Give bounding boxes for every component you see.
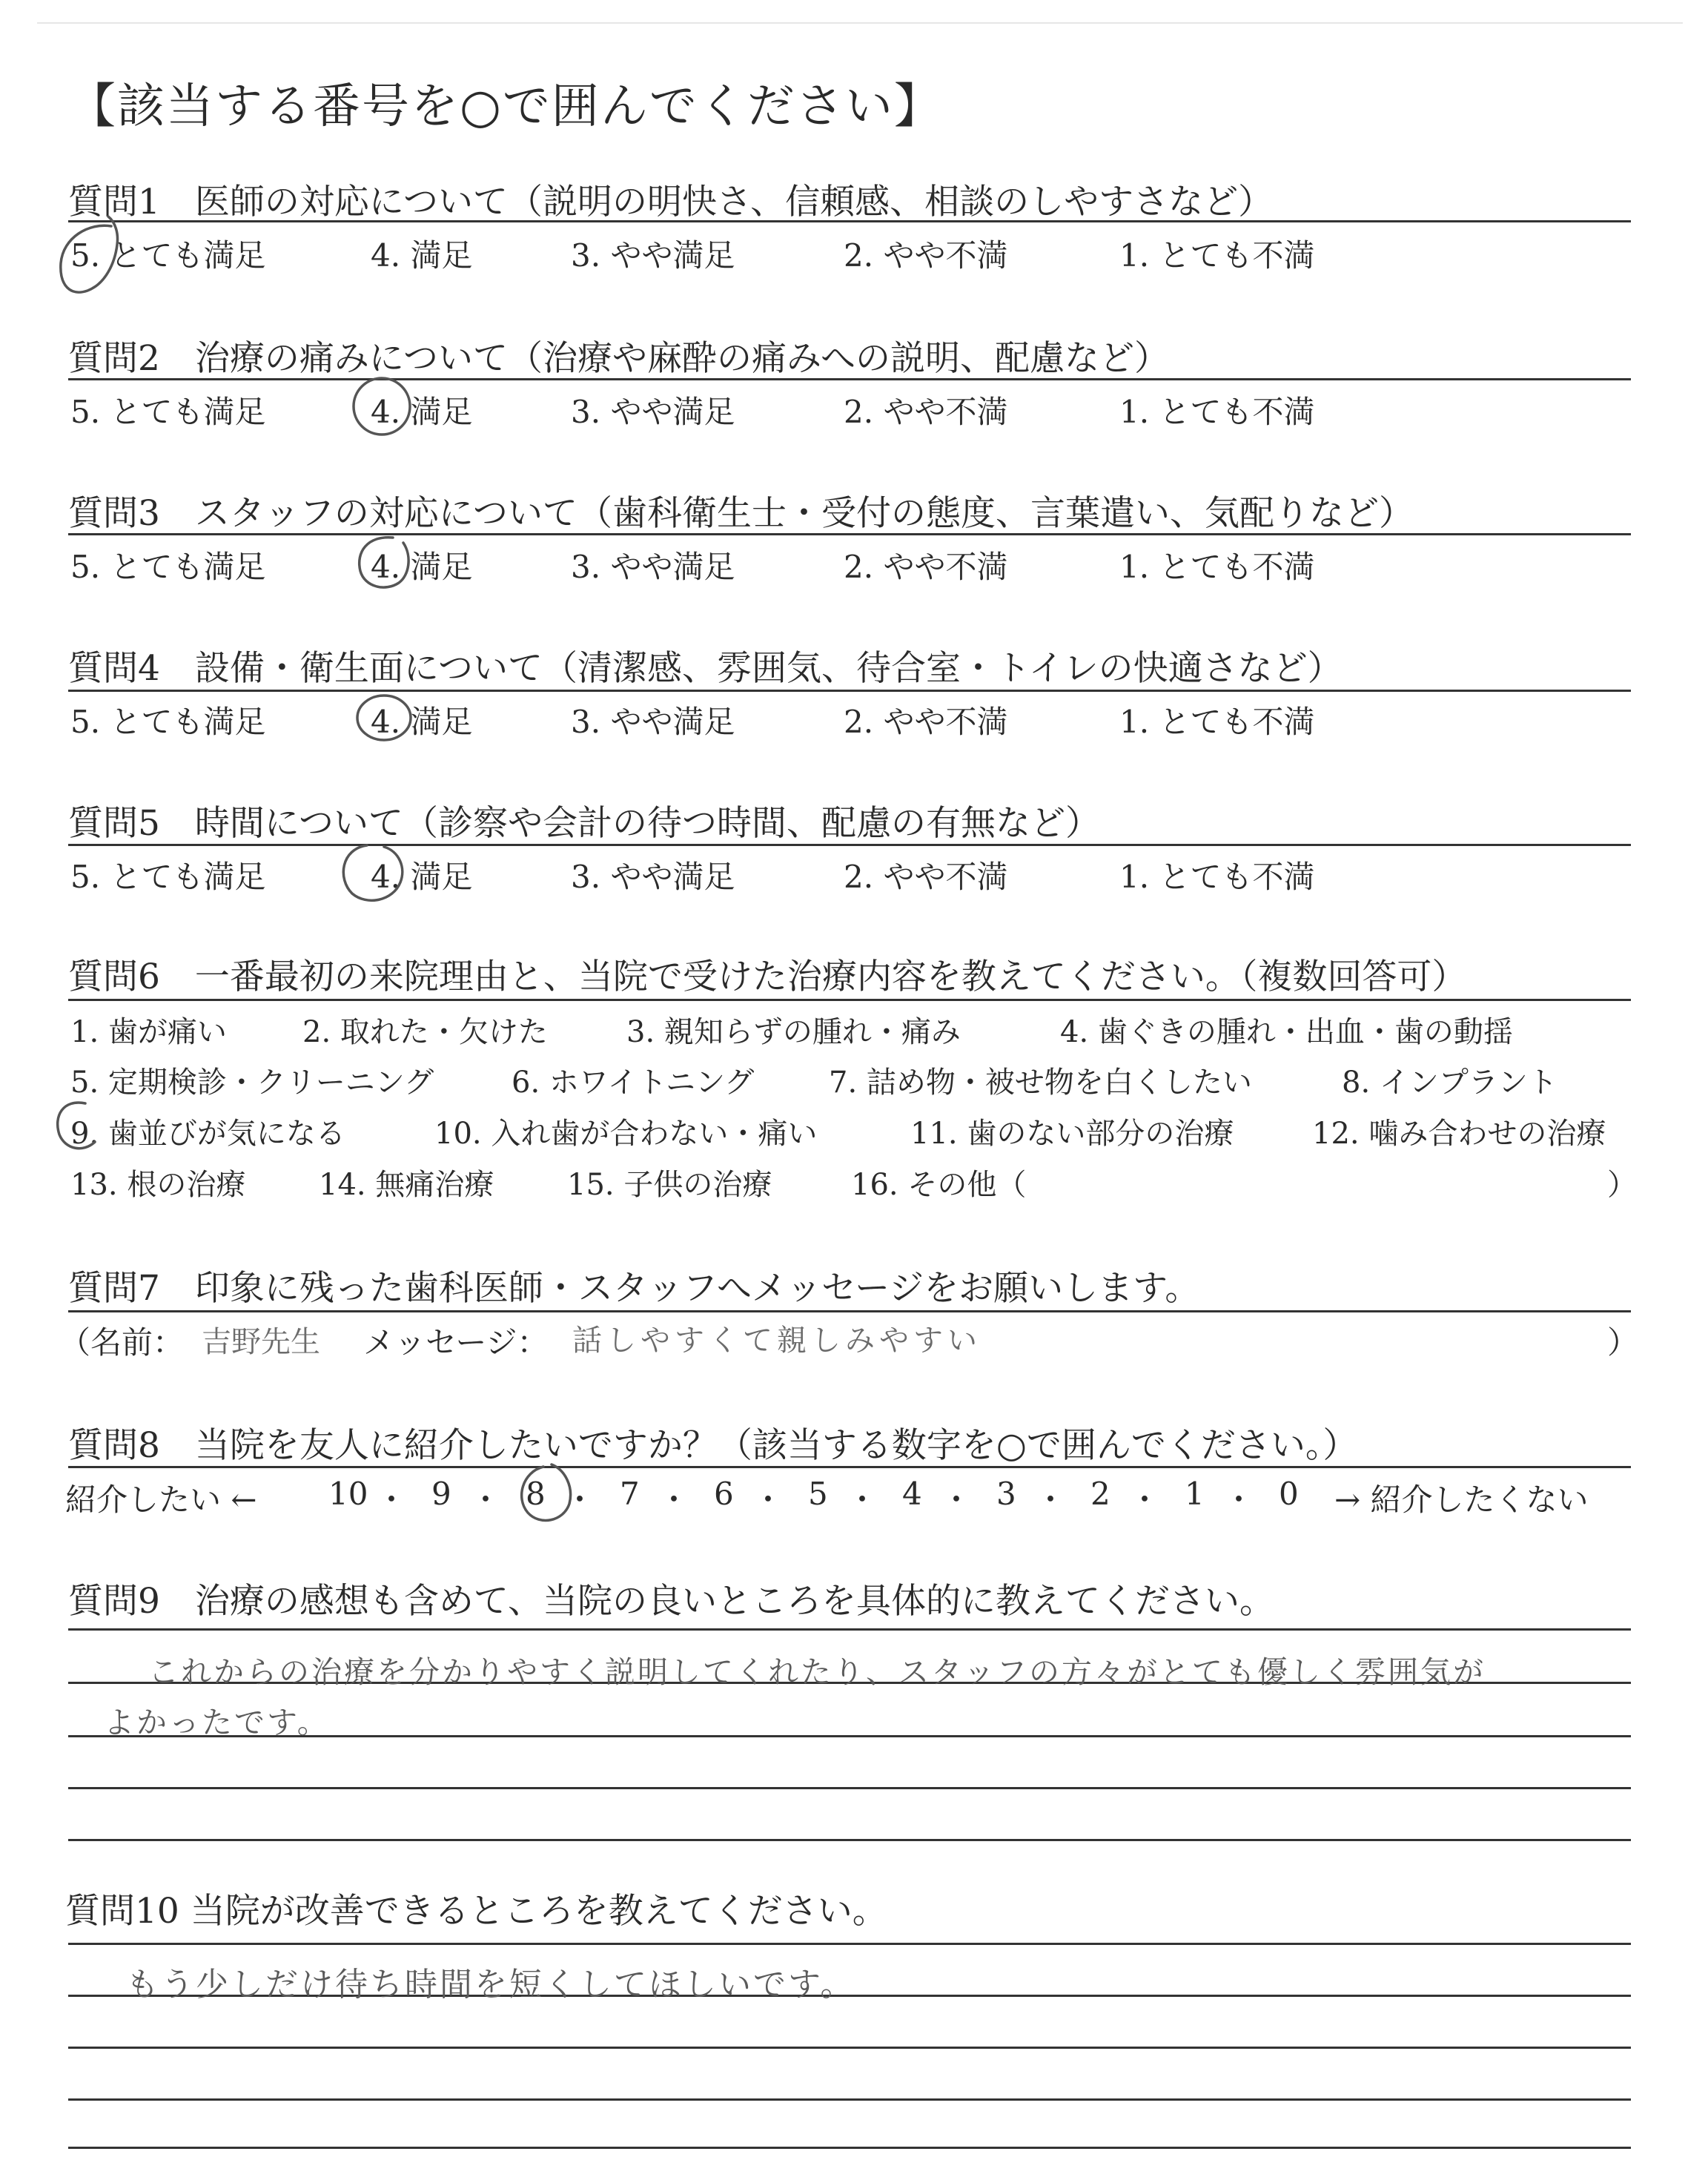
q6-option-1[interactable]: 1. 歯が痛い bbox=[70, 1015, 227, 1049]
q9-rule-3 bbox=[68, 1787, 1631, 1789]
q8-scale-separator: ・ bbox=[470, 1482, 502, 1518]
q8-scale-3[interactable]: 3 bbox=[996, 1476, 1016, 1512]
q9-heading: 質問9 治療の感想も含めて、当院の良いところを具体的に教えてください。 bbox=[68, 1581, 1274, 1622]
q3-rule bbox=[68, 533, 1631, 535]
q6-option-9[interactable]: 9. 歯並びが気になる bbox=[70, 1117, 345, 1151]
q6-option-3[interactable]: 3. 親知らずの腫れ・痛み bbox=[626, 1015, 961, 1049]
q7-name-label: （名前： bbox=[59, 1324, 185, 1361]
q4-opt-4[interactable]: 4. 満足 bbox=[371, 704, 473, 740]
q8-scale-4[interactable]: 4 bbox=[902, 1476, 922, 1512]
q10-rule-0 bbox=[68, 1943, 1631, 1945]
q8-scale-separator: ・ bbox=[564, 1482, 596, 1518]
q6-rule bbox=[68, 999, 1631, 1001]
q3-opt-3[interactable]: 3. やや満足 bbox=[571, 549, 735, 585]
q7-rule bbox=[68, 1310, 1631, 1312]
q8-scale-separator: ・ bbox=[1223, 1482, 1255, 1518]
q6-option-6[interactable]: 6. ホワイトニング bbox=[512, 1066, 755, 1100]
scan-edge bbox=[37, 22, 1683, 24]
q9-rule-0 bbox=[68, 1628, 1631, 1631]
page-title: 【該当する番号を○で囲んでください】 bbox=[68, 79, 943, 134]
q3-opt-4[interactable]: 4. 満足 bbox=[371, 549, 473, 585]
q6-option-5[interactable]: 5. 定期検診・クリーニング bbox=[70, 1066, 434, 1100]
q7-name-value[interactable]: 吉野先生 bbox=[202, 1325, 320, 1359]
q9-answer-line-1[interactable]: これからの治療を分かりやすく説明してくれたり、スタッフの方々がとても優しく雰囲気が bbox=[148, 1654, 1486, 1690]
q1-opt-5[interactable]: 5. とても満足 bbox=[70, 237, 266, 274]
q8-scale-0[interactable]: 0 bbox=[1279, 1476, 1299, 1512]
q8-scale-separator: ・ bbox=[1129, 1482, 1161, 1518]
q1-opt-1[interactable]: 1. とても不満 bbox=[1119, 237, 1315, 274]
q5-heading: 質問5 時間について（診察や会計の待つ時間、配慮の有無など） bbox=[68, 803, 1100, 844]
q2-opt-5[interactable]: 5. とても満足 bbox=[70, 394, 266, 430]
q8-scale-9[interactable]: 9 bbox=[431, 1476, 451, 1512]
q5-opt-4[interactable]: 4. 満足 bbox=[371, 859, 473, 895]
q2-heading: 質問2 治療の痛みについて（治療や麻酔の痛みへの説明、配慮など） bbox=[68, 338, 1170, 379]
q6-option-4[interactable]: 4. 歯ぐきの腫れ・出血・歯の動揺 bbox=[1060, 1015, 1513, 1049]
q3-opt-1[interactable]: 1. とても不満 bbox=[1119, 549, 1315, 585]
q10-answer-line-1[interactable]: もう少しだけ待ち時間を短くしてほしいです。 bbox=[126, 1966, 855, 2004]
q4-opt-2[interactable]: 2. やや不満 bbox=[844, 704, 1008, 740]
q4-opt-3[interactable]: 3. やや満足 bbox=[571, 704, 735, 740]
q8-scale-separator: ・ bbox=[752, 1482, 784, 1518]
q8-heading: 質問8 当院を友人に紹介したいですか？（該当する数字を○で囲んでください。） bbox=[68, 1425, 1358, 1466]
q4-heading: 質問4 設備・衛生面について（清潔感、雰囲気、待合室・トイレの快適さなど） bbox=[68, 648, 1343, 689]
q8-scale-separator: ・ bbox=[941, 1482, 973, 1518]
q6-option-10[interactable]: 10. 入れ歯が合わない・痛い bbox=[434, 1117, 818, 1151]
q7-message-value[interactable]: 話しやすくて親しみやすい bbox=[572, 1324, 982, 1358]
q4-rule bbox=[68, 690, 1631, 692]
q6-option-16[interactable]: 16. その他（ bbox=[851, 1168, 1027, 1202]
q8-scale-separator: ・ bbox=[376, 1482, 408, 1518]
q5-opt-2[interactable]: 2. やや不満 bbox=[844, 859, 1008, 895]
q1-opt-3[interactable]: 3. やや満足 bbox=[571, 237, 735, 274]
q9-rule-4 bbox=[68, 1839, 1631, 1841]
q8-scale-6[interactable]: 6 bbox=[714, 1476, 734, 1512]
q8-rule bbox=[68, 1466, 1631, 1468]
q3-heading: 質問3 スタッフの対応について（歯科衛生士・受付の態度、言葉遣い、気配りなど） bbox=[68, 493, 1414, 534]
q8-scale-10[interactable]: 10 bbox=[328, 1476, 368, 1512]
q10-heading: 質問10 当院が改善できるところを教えてください。 bbox=[65, 1891, 887, 1932]
q8-scale-separator: ・ bbox=[1035, 1482, 1067, 1518]
q10-rule-3 bbox=[68, 2098, 1631, 2101]
q4-opt-5[interactable]: 5. とても満足 bbox=[70, 704, 266, 740]
q1-heading: 質問1 医師の対応について（説明の明快さ、信頼感、相談のしやすさなど） bbox=[68, 182, 1274, 222]
q2-opt-4[interactable]: 4. 満足 bbox=[371, 394, 473, 430]
q7-close: ） bbox=[1607, 1324, 1639, 1361]
q5-opt-3[interactable]: 3. やや満足 bbox=[571, 859, 735, 895]
q1-opt-2[interactable]: 2. やや不満 bbox=[844, 237, 1008, 274]
q5-opt-1[interactable]: 1. とても不満 bbox=[1119, 859, 1315, 895]
q8-scale-2[interactable]: 2 bbox=[1090, 1476, 1110, 1512]
q6-option-15[interactable]: 15. 子供の治療 bbox=[567, 1168, 772, 1202]
q5-opt-5[interactable]: 5. とても満足 bbox=[70, 859, 266, 895]
q10-rule-2 bbox=[68, 2047, 1631, 2049]
q6-option-14[interactable]: 14. 無痛治療 bbox=[319, 1168, 494, 1202]
q8-right-label: → 紹介したくない bbox=[1334, 1482, 1589, 1518]
q8-scale-7[interactable]: 7 bbox=[620, 1476, 640, 1512]
q7-message-label: メッセージ： bbox=[363, 1324, 549, 1361]
q7-heading: 質問7 印象に残った歯科医師・スタッフへメッセージをお願いします。 bbox=[68, 1268, 1200, 1309]
q6-option-13[interactable]: 13. 根の治療 bbox=[70, 1168, 246, 1202]
q9-answer-line-2[interactable]: よかったです。 bbox=[104, 1705, 330, 1740]
q6-option-11[interactable]: 11. 歯のない部分の治療 bbox=[910, 1117, 1234, 1151]
q6-option-7[interactable]: 7. 詰め物・被せ物を白くしたい bbox=[829, 1066, 1252, 1100]
q8-scale-separator: ・ bbox=[847, 1482, 878, 1518]
q10-rule-4 bbox=[68, 2147, 1631, 2149]
q2-rule bbox=[68, 378, 1631, 380]
q1-rule bbox=[68, 220, 1631, 222]
q6-option-2[interactable]: 2. 取れた・欠けた bbox=[302, 1015, 548, 1049]
q1-opt-4[interactable]: 4. 満足 bbox=[371, 237, 473, 274]
q2-opt-2[interactable]: 2. やや不満 bbox=[844, 394, 1008, 430]
q6-heading: 質問6 一番最初の来院理由と、当院で受けた治療内容を教えてください。（複数回答可） bbox=[68, 957, 1467, 997]
q6-other-close: ） bbox=[1607, 1168, 1637, 1202]
q8-scale-8[interactable]: 8 bbox=[526, 1476, 546, 1512]
q8-left-label: 紹介したい ← bbox=[65, 1482, 257, 1518]
q8-scale-separator: ・ bbox=[658, 1482, 690, 1518]
q8-scale-5[interactable]: 5 bbox=[808, 1476, 828, 1512]
q8-scale-1[interactable]: 1 bbox=[1185, 1476, 1205, 1512]
q3-opt-2[interactable]: 2. やや不満 bbox=[844, 549, 1008, 585]
q4-opt-1[interactable]: 1. とても不満 bbox=[1119, 704, 1315, 740]
q2-opt-3[interactable]: 3. やや満足 bbox=[571, 394, 735, 430]
q5-rule bbox=[68, 844, 1631, 846]
q6-option-12[interactable]: 12. 噛み合わせの治療 bbox=[1312, 1117, 1606, 1151]
q2-opt-1[interactable]: 1. とても不満 bbox=[1119, 394, 1315, 430]
q6-option-8[interactable]: 8. インプラント bbox=[1342, 1066, 1558, 1100]
q3-opt-5[interactable]: 5. とても満足 bbox=[70, 549, 266, 585]
